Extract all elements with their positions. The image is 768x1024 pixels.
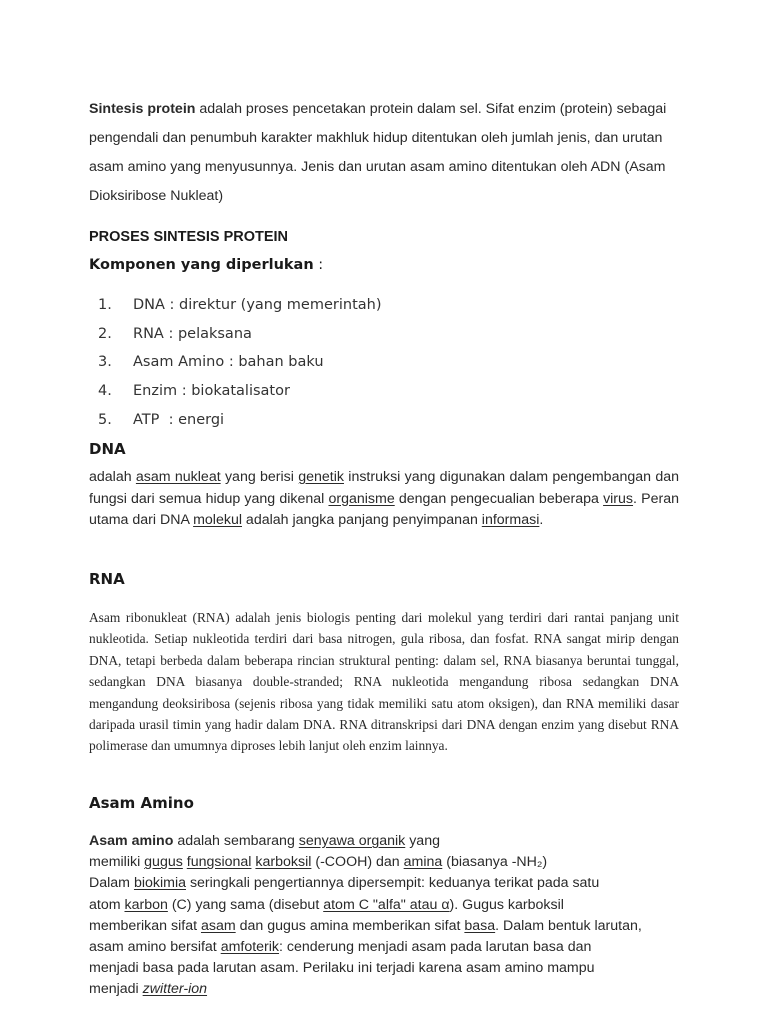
dna-heading: DNA [89, 440, 126, 458]
dna-text: adalah jangka panjang penyimpanan [241, 512, 482, 528]
link-informasi[interactable]: informasi [481, 512, 540, 528]
amino-term: Asam amino [89, 833, 174, 849]
dna-text: yang berisi [220, 469, 299, 485]
list-item-text: DNA : direktur (yang memerintah) [133, 297, 382, 314]
amino-heading: Asam Amino [89, 794, 194, 812]
link-amfoterik[interactable]: amfoterik [220, 939, 280, 956]
link-fungsional[interactable]: fungsional [186, 854, 252, 871]
amino-paragraph [89, 831, 689, 1001]
list-item [89, 405, 679, 434]
amino-text: ). Gugus karboksil [449, 896, 564, 913]
amino-text: atom [89, 896, 125, 913]
intro-paragraph [89, 95, 679, 211]
amino-text: memiliki [89, 854, 145, 871]
link-karbon[interactable]: karbon [124, 896, 168, 913]
link-zwitter-ion[interactable]: zwitter-ion [142, 981, 208, 998]
amino-text: (C) yang sama (disebut [167, 896, 324, 913]
link-atom-c-alfa[interactable]: atom C "alfa" atau α [323, 896, 450, 913]
amino-text: menjadi basa pada larutan asam. Perilaku ini terjadi karena asam amino mampu [89, 960, 595, 977]
rna-heading: RNA [89, 570, 125, 588]
amino-line [89, 916, 689, 937]
amino-line [89, 979, 689, 1000]
list-item-number: 2. [98, 325, 112, 342]
link-amina[interactable]: amina [403, 854, 443, 871]
amino-text: (-COOH) dan [311, 854, 404, 871]
amino-text: asam amino bersifat [89, 939, 221, 956]
amino-text: dan gugus amina memberikan sifat [235, 917, 465, 934]
dna-paragraph [89, 467, 679, 532]
dna-text: . Peran utama dari DNA [89, 490, 679, 528]
list-item-text: Asam Amino : bahan baku [133, 354, 324, 371]
amino-text: memberikan sifat [89, 917, 201, 934]
link-genetik[interactable]: genetik [298, 469, 344, 485]
amino-line [89, 895, 689, 916]
link-basa[interactable]: basa [464, 917, 496, 934]
amino-text: adalah sembarang [173, 833, 299, 849]
list-item-number: 5. [98, 411, 112, 428]
amino-text: seringkali pengertiannya dipersempit: keduanya terikat pada satu [186, 875, 600, 892]
amino-line [89, 852, 689, 873]
komponen-heading [89, 257, 679, 273]
intro-term: Sintesis protein [89, 101, 196, 117]
link-asam-nukleat[interactable]: asam nukleat [135, 469, 221, 485]
amino-line [89, 873, 689, 894]
list-item-number: 4. [98, 383, 112, 400]
amino-line [89, 958, 689, 979]
link-molekul[interactable]: molekul [193, 512, 242, 528]
rna-paragraph: Asam ribonukleat (RNA) adalah jenis biologis penting dari molekul yang terdiri dari rantai panjang unit nukleotida. Setiap nukleotida terdiri dari basa nitrogen, gula ribosa, dan fosfat. RNA sangat mirip dengan DNA, tetapi berbeda dalam beberapa rincian struktural penting: dalam sel, RNA biasanya beruntai tunggal, sedangkan DNA biasanya double-stranded; RNA nukleotida mengandung ribosa sedangkan DNA mengandung deoksiribosa (sejenis ribosa yang tidak memiliki satu atom oksigen), dan RNA memiliki dasar daripada urasil timin yang hadir dalam DNA. RNA ditranskripsi dari DNA dengan enzim yang disebut RNA polimerase dan umumnya diproses lebih lanjut oleh enzim lainnya. [89, 610, 679, 754]
link-karboksil[interactable]: karboksil [255, 854, 312, 871]
list-item [89, 377, 679, 406]
dna-text: instruksi yang digunakan dalam pengembangan dan fungsi dari semua hidup yang dikenal [89, 469, 679, 507]
list-item-text: RNA : pelaksana [133, 325, 252, 342]
link-senyawa-organik[interactable]: senyawa organik [298, 833, 406, 849]
amino-line [89, 831, 689, 852]
komponen-suffix: : [313, 257, 324, 273]
list-item [89, 320, 679, 349]
list-item-number: 3. [98, 354, 112, 371]
amino-line [89, 937, 689, 958]
list-item-text: Enzim : biokatalisator [133, 383, 290, 400]
dna-text: adalah [89, 469, 136, 485]
amino-text: . Dalam bentuk larutan, [495, 917, 642, 934]
dna-text: dengan pengecualian beberapa [394, 490, 604, 507]
komponen-list [89, 291, 679, 434]
amino-text: Dalam [89, 875, 134, 892]
intro-text: adalah proses pencetakan protein dalam sel. Sifat enzim (protein) sebagai pengendali dan penumbuh karakter makhluk hidup ditentukan oleh jumlah jenis, dan urutan asam amino yang menyusunnya. Jenis dan urutan asam amino ditentukan oleh ADN (Asam Dioksiribose Nukleat) [89, 101, 667, 204]
amino-text: (biasanya -NH₂) [442, 854, 548, 871]
list-item-number: 1. [98, 297, 112, 314]
amino-text: : cenderung menjadi asam pada larutan basa dan [279, 939, 592, 956]
list-item [89, 291, 679, 320]
link-asam[interactable]: asam [200, 917, 236, 934]
proses-heading: PROSES SINTESIS PROTEIN [89, 229, 289, 245]
list-item-text: ATP : energi [133, 411, 225, 428]
amino-text: menjadi [89, 981, 143, 998]
link-biokimia[interactable]: biokimia [133, 875, 186, 892]
dna-text: . [539, 512, 544, 528]
link-organisme[interactable]: organisme [328, 490, 395, 507]
komponen-label: Komponen yang diperlukan [89, 257, 314, 273]
link-gugus[interactable]: gugus [144, 854, 183, 871]
list-item [89, 348, 679, 377]
link-virus[interactable]: virus [603, 490, 634, 507]
amino-text: yang [405, 833, 440, 849]
